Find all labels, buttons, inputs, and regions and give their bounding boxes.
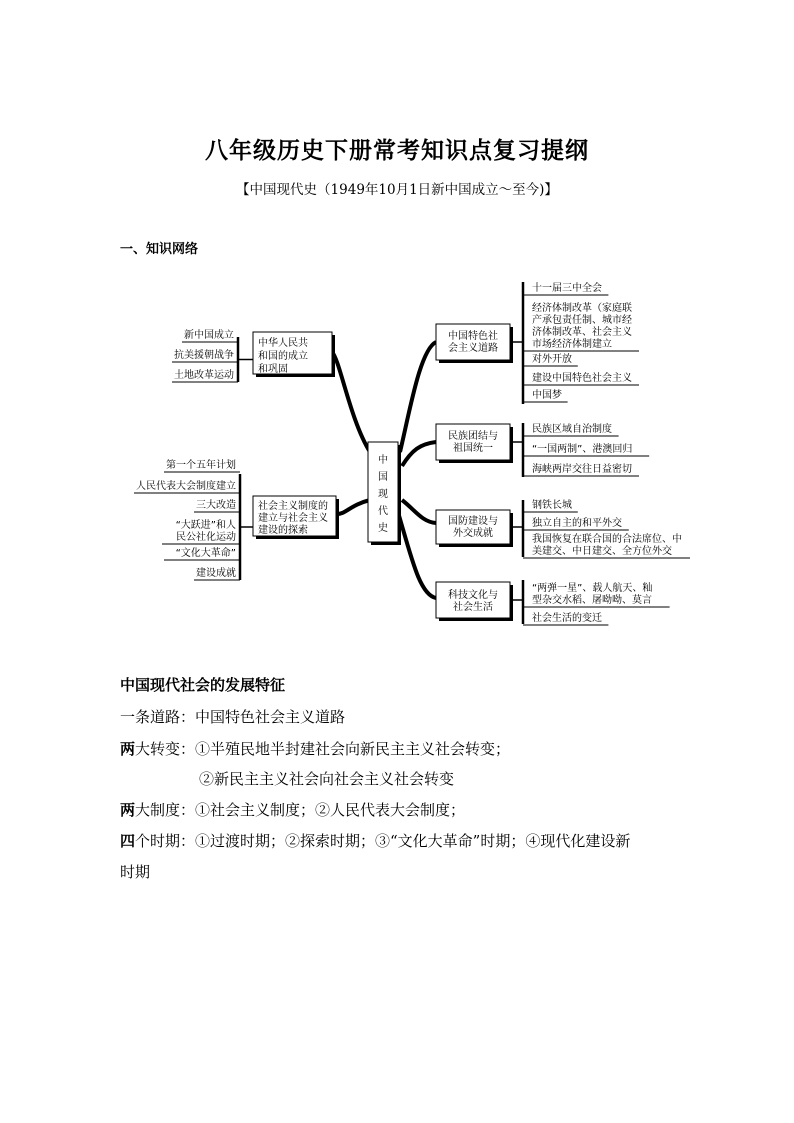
right-topic-3-item-3: 我国恢复在联合国的合法席位、中美建交、中日建交、全方位外交 bbox=[532, 534, 682, 557]
feature-line-periods-2: 时期 bbox=[120, 863, 151, 881]
left-topic-2-item-4: “大跃进”和人民公社化运动 bbox=[175, 520, 236, 543]
right-topic-1 bbox=[436, 324, 510, 360]
features-heading: 中国现代社会的发展特征 bbox=[120, 676, 286, 694]
right-topic-3-item-2: 独立自主的和平外交 bbox=[532, 518, 622, 529]
right-topic-3-item-1: 钢铁长城 bbox=[532, 500, 572, 511]
page-title: 八年级历史下册常考知识点复习提纲 bbox=[205, 137, 589, 164]
left-topic-1-item-3: 土地改革运动 bbox=[174, 370, 234, 381]
right-topic-2-item-3: 海峡两岸交往日益密切 bbox=[532, 464, 632, 475]
right-topic-1-item-4: 建设中国特色社会主义 bbox=[532, 373, 632, 384]
left-topic-2-item-1: 第一个五年计划 bbox=[166, 460, 236, 471]
right-topic-1-item-2: 经济体制改革（家庭联产承包责任制、城市经济体制改革、社会主义市场经济体制建立 bbox=[532, 303, 632, 350]
right-topic-1-item-5: 中国梦 bbox=[532, 390, 562, 401]
left-topic-2-label: 社会主义制度的建立与社会主义建设的探索 bbox=[258, 501, 328, 536]
right-topic-3-label: 国防建设与外交成就 bbox=[448, 516, 498, 539]
center-node-label: 中国现代史 bbox=[378, 455, 388, 534]
right-topic-4-label: 科技文化与社会生活 bbox=[448, 590, 498, 613]
right-topic-2-label: 民族团结与祖国统一 bbox=[448, 431, 498, 454]
feature-line-transformations-2: ②新民主主义社会向社会主义社会转变 bbox=[199, 770, 455, 788]
feature-line-transformations: 两大转变：①半殖民地半封建社会向新民主主义社会转变； bbox=[120, 740, 511, 758]
page-subtitle: 【中国现代史（1949年10月1日新中国成立～至今)】 bbox=[236, 182, 558, 198]
branch-connector-4 bbox=[402, 442, 436, 466]
right-topic-4-item-1: “两弹一星”、载人航天、籼型杂交水稻、屠呦呦、莫言 bbox=[532, 583, 653, 606]
left-topic-2-item-6: 建设成就 bbox=[196, 568, 236, 579]
right-topic-2-item-2: “一国两制”、港澳回归 bbox=[532, 444, 633, 455]
feature-line-systems: 两大制度：①社会主义制度；②人民代表大会制度； bbox=[120, 801, 466, 819]
right-topic-1-item-3: 对外开放 bbox=[532, 354, 572, 365]
right-topic-4-item-2: 社会生活的变迁 bbox=[532, 613, 602, 624]
knowledge-mindmap bbox=[0, 270, 794, 650]
left-topic-2-item-2: 人民代表大会制度建立 bbox=[136, 481, 236, 492]
branch-connector-6 bbox=[398, 512, 436, 598]
left-topic-1-item-1: 新中国成立 bbox=[184, 330, 234, 341]
right-topic-2-item-1: 民族区域自治制度 bbox=[532, 424, 612, 435]
feature-line-periods: 四个时期：①过渡时期；②探索时期；③“文化大革命”时期；④现代化建设新 bbox=[120, 832, 631, 850]
branch-connector-1 bbox=[332, 352, 370, 452]
section-heading-knowledge-network: 一、知识网络 bbox=[120, 242, 199, 257]
left-topic-2-item-3: 三大改造 bbox=[196, 500, 236, 511]
feature-line-road: 一条道路：中国特色社会主义道路 bbox=[120, 708, 346, 726]
right-topic-1-item-1: 十一届三中全会 bbox=[532, 283, 602, 294]
branch-connector-2 bbox=[336, 500, 370, 514]
left-topic-1-label: 中华人民共和国的成立和巩固 bbox=[258, 338, 308, 375]
branch-connector-5 bbox=[402, 500, 436, 523]
left-topic-1-item-2: 抗美援朝战争 bbox=[174, 350, 234, 361]
right-topic-1-label: 中国特色社会主义道路 bbox=[448, 331, 498, 354]
branch-connector-3 bbox=[400, 342, 436, 452]
left-topic-2-item-5: “文化大革命” bbox=[175, 548, 236, 559]
right-topic-2 bbox=[436, 424, 510, 460]
